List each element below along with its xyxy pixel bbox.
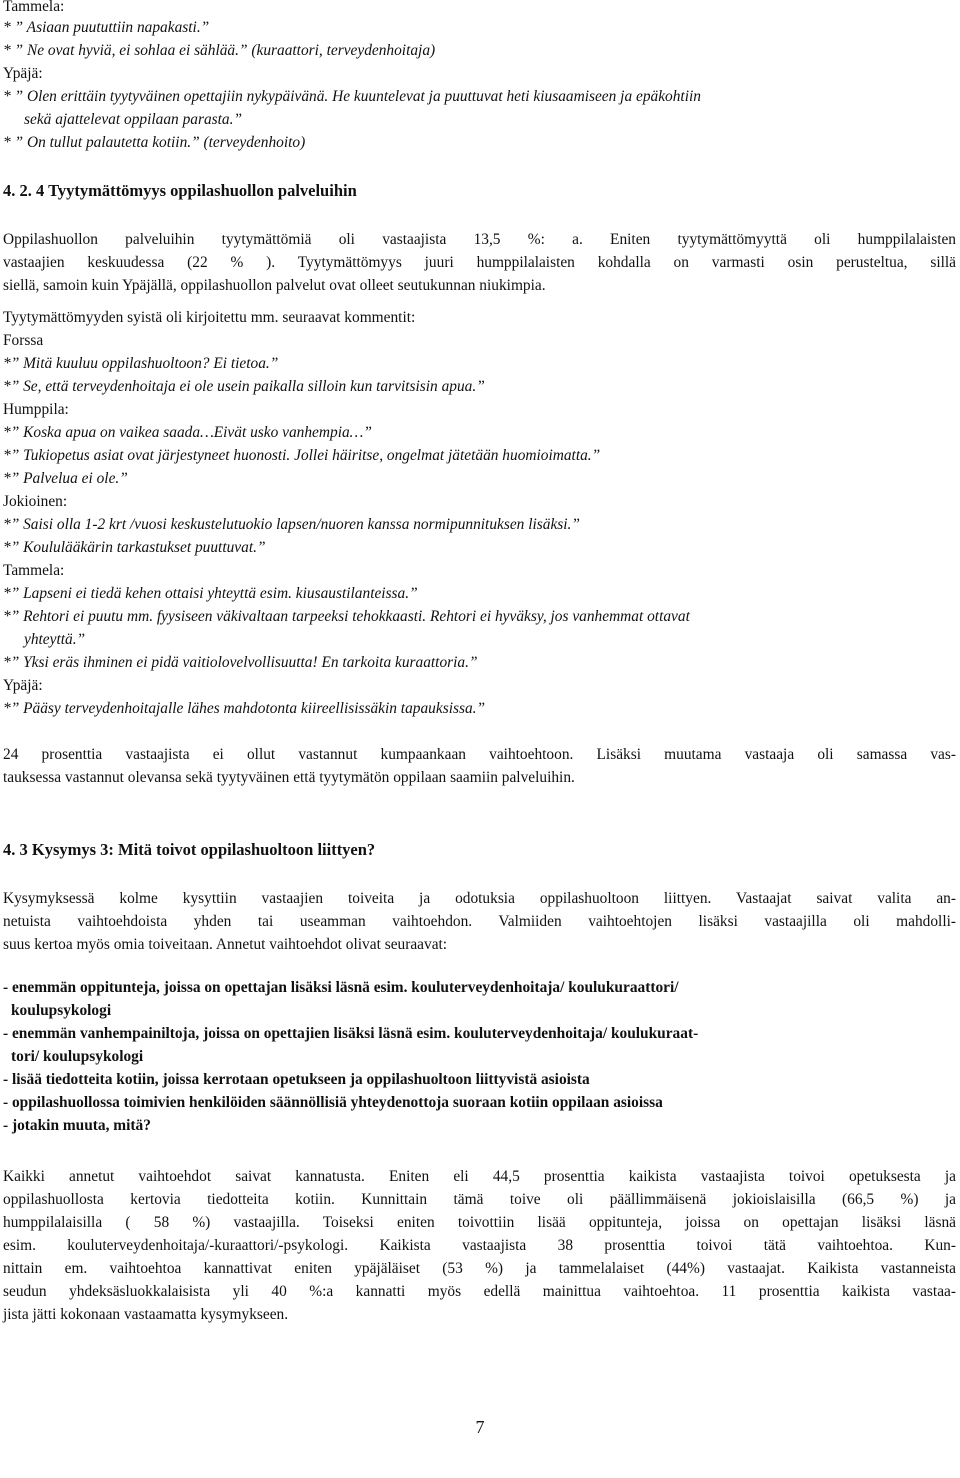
comment-line: *” Se, että terveydenhoitaja ei ole usein paikalla silloin kun tarvitsisin apua.” bbox=[3, 378, 485, 395]
body-text-line: siellä, samoin kuin Ypäjällä, oppilashuollon palvelut ovat olleet seutukunnan niukimpia. bbox=[3, 277, 546, 294]
body-text-line: tauksessa vastannut olevansa sekä tyytyväinen että tyytymätön oppilaan saamiin palveluihin. bbox=[3, 769, 575, 786]
comment-line: * ” Ne ovat hyviä, ei sohlaa ei sählää.” (kuraattori, terveydenhoitaja) bbox=[3, 42, 436, 59]
municipality-label: Ypäjä: bbox=[3, 65, 43, 82]
section-heading: 4. 3 Kysymys 3: Mitä toivot oppilashuoltoon liittyen? bbox=[3, 840, 376, 859]
body-text-line: suus kertoa myös omia toiveitaan. Annetut vaihtoehdot olivat seuraavat: bbox=[3, 936, 448, 953]
comment-line: *” Pääsy terveydenhoitajalle lähes mahdotonta kiireellisissäkin tapauksissa.” bbox=[3, 700, 486, 717]
comment-line: *” Yksi eräs ihminen ei pidä vaitiolovelvollisuutta! En tarkoita kuraattoria.” bbox=[3, 654, 478, 671]
comment-line: sekä ajattelevat oppilaan parasta.” bbox=[24, 111, 243, 128]
body-text-line: Kysymyksessä kolme kysyttiin vastaajien toiveita ja odotuksia oppilashuoltoon liittyen. Vastaajat saivat valita an- bbox=[3, 890, 956, 907]
municipality-label: Tammela: bbox=[3, 0, 65, 15]
comment-line: *” Koska apua on vaikea saada…Eivät usko vanhempia…” bbox=[3, 424, 372, 441]
municipality-label: Ypäjä: bbox=[3, 677, 43, 694]
option-item: - enemmän vanhempainiltoja, joissa on opettajien lisäksi läsnä esim. kouluterveydenhoitaja/ koulukuraat- bbox=[3, 1025, 699, 1042]
body-text-line: vastaajien keskuudessa (22 % ). Tyytymättömyys juuri humppilalaisten kohdalla on varmasti osin perusteltua, sillä bbox=[3, 254, 956, 271]
municipality-label: Tammela: bbox=[3, 562, 65, 579]
option-item: - oppilashuollossa toimivien henkilöiden säännöllisiä yhteydenottoja suoraan kotiin oppilaan asioissa bbox=[3, 1094, 663, 1111]
body-text-line: seudun yhdeksäsluokkalaisista yli 40 %:a kannatti myös edellä mainittua vaihtoehtoa. 11 prosenttia kaikista vastaa- bbox=[3, 1283, 956, 1300]
body-text-line: humppilalaisilla ( 58 %) vastaajilla. Toiseksi eniten toivottiin lisää oppitunteja, joissa on opettajan lisäksi läsnä bbox=[3, 1214, 956, 1231]
body-text-line: Kaikki annetut vaihtoehdot saivat kannatusta. Eniten eli 44,5 prosenttia kaikista vastaajista toivoi opetuksesta ja bbox=[3, 1168, 956, 1185]
comment-line: yhteyttä.” bbox=[24, 631, 86, 648]
section-heading: 4. 2. 4 Tyytymättömyys oppilashuollon palveluihin bbox=[3, 181, 357, 200]
municipality-label: Humppila: bbox=[3, 401, 69, 418]
body-text-line: 24 prosenttia vastaajista ei ollut vastannut kumpaankaan vaihtoehtoon. Lisäksi muutama vastaaja oli samassa vas- bbox=[3, 746, 956, 763]
body-text-line: jista jätti kokonaan vastaamatta kysymykseen. bbox=[3, 1306, 289, 1323]
body-text-line: Tyytymättömyyden syistä oli kirjoitettu mm. seuraavat kommentit: bbox=[3, 309, 416, 326]
body-text-line: nittain em. vaihtoehtoa kannattivat eniten ypäjäläiset (53 %) ja tammelalaiset (44%) vastaajat. Kaikista vastanneista bbox=[3, 1260, 956, 1277]
body-text-line: esim. kouluterveydenhoitaja/-kuraattori/-psykologi. Kaikista vastaajista 38 prosenttia toivoi tätä vaihtoehtoa. Kun- bbox=[3, 1237, 956, 1254]
option-item: - lisää tiedotteita kotiin, joissa kerrotaan opetukseen ja oppilashuoltoon liittyvistä asioista bbox=[3, 1071, 590, 1088]
option-item: tori/ koulupsykologi bbox=[11, 1048, 144, 1065]
municipality-label: Forssa bbox=[3, 332, 44, 349]
body-text-line: Oppilashuollon palveluihin tyytymättömiä oli vastaajista 13,5 %: a. Eniten tyytymättömyyttä oli humppilalaisten bbox=[3, 231, 956, 248]
option-item: - enemmän oppitunteja, joissa on opettajan lisäksi läsnä esim. kouluterveydenhoitaja/ koulukuraattori/ bbox=[3, 979, 679, 996]
comment-line: *” Saisi olla 1-2 krt /vuosi keskustelutuokio lapsen/nuoren kanssa normipunnituksen lisäksi.” bbox=[3, 516, 580, 533]
page-number: 7 bbox=[475, 1417, 485, 1437]
comment-line: *” Lapseni ei tiedä kehen ottaisi yhteyttä esim. kiusaustilanteissa.” bbox=[3, 585, 418, 602]
option-item: - jotakin muuta, mitä? bbox=[3, 1117, 151, 1134]
comment-line: *” Mitä kuuluu oppilashuoltoon? Ei tietoa.” bbox=[3, 355, 279, 372]
municipality-label: Jokioinen: bbox=[3, 493, 68, 510]
body-text-line: oppilashuollosta kertovia tiedotteita kotiin. Kunnittain tämä toive oli päällimmäisenä jokioislaisilla (66,5 %) ja bbox=[3, 1191, 956, 1208]
comment-line: *” Koululääkärin tarkastukset puuttuvat.” bbox=[3, 539, 266, 556]
comment-line: * ” Asiaan puututtiin napakasti.” bbox=[3, 19, 210, 36]
body-text-line: netuista vaihtoehdoista yhden tai useamman vaihtoehdon. Valmiiden vaihtoehtojen lisäksi vastaajilla oli mahdolli- bbox=[3, 913, 956, 930]
comment-line: * ” Olen erittäin tyytyväinen opettajiin nykypäivänä. He kuuntelevat ja puuttuvat heti kiusaamiseen ja epäkohtiin bbox=[3, 88, 701, 105]
comment-line: * ” On tullut palautetta kotiin.” (terveydenhoito) bbox=[3, 134, 306, 151]
comment-line: *” Palvelua ei ole.” bbox=[3, 470, 128, 487]
comment-line: *” Tukiopetus asiat ovat järjestyneet huonosti. Jollei häiritse, ongelmat jätetään huomioimatta.” bbox=[3, 447, 601, 464]
option-item: koulupsykologi bbox=[11, 1002, 112, 1019]
comment-line: *” Rehtori ei puutu mm. fyysiseen väkivaltaan tarpeeksi tehokkaasti. Rehtori ei hyväksy, jos vanhemmat ottavat bbox=[3, 608, 690, 625]
